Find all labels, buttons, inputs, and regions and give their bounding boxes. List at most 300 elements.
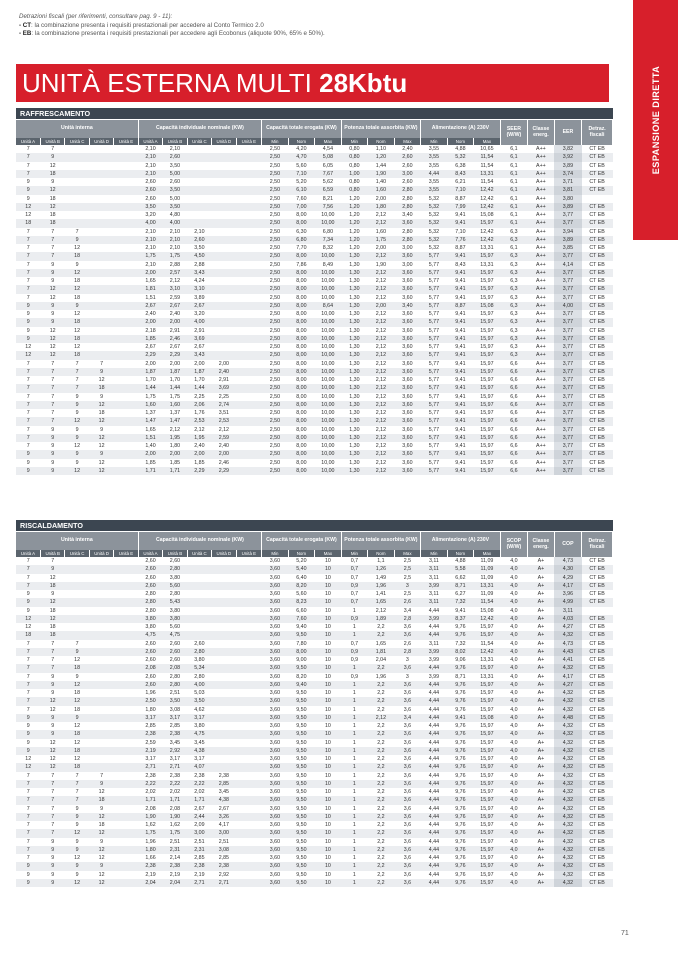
table-cell: 4,88 [455,558,466,565]
table-cell: CT EB [589,294,605,301]
table-cell: 9,76 [455,723,466,730]
table-cell [236,689,262,697]
table-cell: 4,44 [421,879,448,887]
table-cell: 4,0 [500,730,528,738]
table-cell: 1,30 [341,351,368,359]
table-cell: 15,97 [474,780,501,788]
table-cell: 9 [51,426,55,433]
table-cell: 9,41 [455,294,466,301]
table-cell: 1,90 [375,261,387,268]
table-cell: 1,30 [349,327,360,334]
table-cell [89,195,113,203]
table-cell [212,607,236,615]
table-cell: 4,27 [554,623,582,631]
table-cell: 4,00 [554,302,582,310]
table-cell: 1 [352,706,356,713]
table-cell: 5,77 [421,434,448,442]
table-cell: 2,19 [169,871,181,878]
table-cell: 12 [74,657,81,664]
note-eb [19,30,579,39]
table-cell [236,590,262,598]
table-cell [236,178,262,186]
table-cell [89,261,113,269]
table-cell: 1 [352,739,356,746]
table-cell: 7 [26,574,30,581]
table-cell: CT EB [582,203,613,211]
table-cell: 9 [100,805,104,812]
table-cell: 5,77 [421,401,448,409]
table-cell: 10,00 [321,393,335,400]
subheader-cell: Nom [368,550,395,557]
table-cell: CT EB [582,582,613,590]
table-cell [65,219,89,227]
table-cell: 12 [49,327,56,334]
table-cell: 3,60 [394,450,421,458]
table-cell: 2,50 [269,327,281,334]
table-cell [236,261,262,269]
table-cell: 5,62 [322,179,334,186]
table-cell: CT EB [589,855,605,862]
table-cell: 7 [16,582,40,590]
table-cell: 4,0 [500,697,528,705]
table-cell: 5,32 [428,212,440,219]
table-cell: 2,00 [212,450,236,458]
table-cell: A+ [528,681,555,689]
table-cell: 1,70 [194,377,205,384]
table-row [16,821,613,829]
table-cell [89,162,113,170]
table-cell: 12,42 [474,186,501,194]
table-cell: 1,62 [145,822,156,829]
table-cell: 1,70 [169,377,181,384]
table-cell: 1,37 [169,410,181,417]
table-cell [582,607,613,615]
table-cell: CT EB [589,162,605,169]
table-cell: 7 [16,170,40,178]
table-cell: 5,34 [187,664,211,672]
table-cell [65,145,89,153]
table-cell: 1,30 [341,384,368,392]
table-cell: 1,96 [375,673,387,680]
table-row [16,269,613,277]
table-cell [89,244,113,252]
table-cell: 8,00 [288,648,315,656]
table-cell: 4,0 [500,598,528,606]
table-cell: 3,60 [262,780,289,788]
table-cell [236,739,262,747]
table-cell: 9,76 [447,763,474,771]
table-cell: 1,76 [194,410,205,417]
table-cell: 4,75 [187,730,211,738]
table-cell [187,170,211,178]
table-cell: 9,76 [447,664,474,672]
table-cell: 1,20 [349,228,360,235]
table-cell: 3,55 [428,146,440,153]
table-cell: 3,77 [554,269,582,277]
table-row [16,697,613,705]
table-cell [114,236,138,244]
table-cell: 6,05 [322,162,334,169]
table-cell: CT EB [582,170,613,178]
table-cell: 3,60 [402,426,413,433]
table-cell: 2,51 [218,838,229,845]
table-cell: 8,37 [447,615,474,623]
table-cell [236,368,262,376]
table-cell: 12 [98,443,105,450]
table-cell: 10 [315,714,342,722]
table-cell: 2,2 [377,624,385,631]
table-cell: 2,12 [368,335,395,343]
table-cell: 7 [51,805,55,812]
table-cell: 3,6 [394,763,421,771]
table-cell [114,689,138,697]
table-cell: 1,71 [138,467,162,475]
table-cell: 5,77 [428,261,440,268]
table-cell: 2,50 [262,335,289,343]
table-cell [236,706,262,714]
table-cell [89,763,113,771]
table-cell [114,360,138,368]
table-cell [236,664,262,672]
table-cell: 3,6 [394,796,421,804]
table-cell: 2,31 [187,846,211,854]
table-cell: 4,0 [510,657,518,664]
table-cell: 9,41 [455,327,466,334]
table-cell: 1,75 [163,252,187,260]
table-cell: 12 [74,756,81,763]
table-cell: 7 [100,360,104,367]
table-cell [212,145,236,153]
table-cell [65,211,89,219]
table-cell: 7 [16,664,40,672]
table-cell: 18 [65,664,89,672]
table-cell: 12 [98,377,105,384]
table-cell [236,772,262,780]
table-cell: 4,32 [554,871,582,879]
table-cell: 12 [74,739,81,746]
table-cell: 3,00 [402,245,413,252]
table-cell: 9,41 [455,278,466,285]
table-cell: 4,44 [428,838,440,845]
table-cell: 2,02 [169,789,181,796]
table-cell: 2,50 [269,294,281,301]
table-cell: 3,60 [402,443,413,450]
table-cell: 6,6 [510,443,518,450]
table-cell: 1,96 [145,838,156,845]
table-cell: CT EB [582,318,613,326]
table-cell: 3,6 [394,681,421,689]
table-cell: A+ [537,607,545,614]
table-cell: 9,50 [296,739,307,746]
table-row [16,426,613,434]
table-cell: 3,77 [554,459,582,467]
table-cell: 18 [74,706,81,713]
title-prefix: UNITÀ ESTERNA MULTI [22,68,320,98]
subheader-cell: Min [262,550,289,557]
table-cell: 2,60 [145,673,156,680]
table-cell: 6,3 [510,261,518,268]
table-cell [236,557,262,565]
table-cell: 9,76 [455,838,466,845]
table-row [16,722,613,730]
table-cell: 2,10 [145,228,156,235]
subheader-cell: Unità C [187,138,211,145]
table-cell: 3,11 [554,607,582,615]
table-cell [236,640,262,648]
hdr-supply: Alimentazione (A) 230V [421,532,501,550]
table-cell: 12 [16,351,40,359]
table-cell: 18 [16,631,40,639]
table-cell: CT EB [582,681,613,689]
table-cell: 9,41 [447,219,474,227]
table-cell: 7 [40,401,64,409]
table-cell: 12 [74,245,81,252]
table-cell: 2,50 [262,252,289,260]
table-cell: 1 [352,789,356,796]
table-row [16,294,613,302]
table-cell: 12 [89,879,113,887]
table-cell: 2,40 [145,311,156,318]
table-cell: 15,97 [480,443,494,450]
subheader-cell: Min [421,550,448,557]
table-cell: 4,44 [428,871,440,878]
table-cell: 1,47 [163,417,187,425]
table-cell: 3,77 [554,327,582,335]
table-cell: 1,41 [375,591,387,598]
table-cell: 1,62 [169,822,181,829]
table-cell: 2,80 [163,565,187,573]
table-cell: 1,75 [138,252,162,260]
table-cell [236,318,262,326]
table-cell: 2,91 [194,327,205,334]
table-cell: 2,12 [368,434,395,442]
table-cell [89,236,113,244]
table-cell: 3,11 [428,640,439,647]
table-cell: 2,5 [403,591,412,598]
table-cell: 2,38 [163,730,187,738]
table-row [16,318,613,326]
table-cell: CT EB [582,846,613,854]
table-cell [114,318,138,326]
table-cell: 2,50 [262,203,289,211]
table-cell: 3,00 [187,829,211,837]
table-cell: 3,6 [403,789,412,796]
table-cell: 7 [26,640,30,647]
table-cell: CT EB [589,179,605,186]
subheader-cell: Min [341,138,368,145]
table-cell [114,722,138,730]
table-cell: 1,1 [377,558,385,565]
table-cell: 9,76 [447,846,474,854]
table-cell: 3,60 [394,335,421,343]
hdr-capacity: Capacità individuale nominale (KW) [138,532,261,550]
table-cell: 2,10 [169,146,181,153]
table-cell: 3,11 [421,565,448,573]
table-cell [236,821,262,829]
table-row [16,351,613,359]
table-cell [65,582,89,590]
table-cell [187,565,211,573]
table-cell: 10,00 [315,318,342,326]
table-row [16,838,613,846]
table-cell: 4,44 [421,170,448,178]
table-cell: 12 [49,739,56,746]
table-cell: 9 [16,862,40,870]
table-cell: 1,71 [163,796,187,804]
table-cell: 2,2 [377,723,385,730]
table-cell [236,459,262,467]
table-cell: 5,08 [315,153,342,161]
table-cell: 4,0 [500,780,528,788]
table-cell: 15,97 [480,739,494,746]
table-cell [212,351,236,359]
table-cell: 9 [75,410,79,417]
table-cell: 1,20 [349,245,360,252]
table-cell: 7 [16,829,40,837]
table-cell: 7 [26,772,30,779]
table-cell: 5,77 [421,467,448,475]
table-cell: A+ [528,763,555,771]
table-cell: 2,25 [194,393,205,400]
table-cell [114,327,138,335]
table-cell: 9 [40,714,64,722]
table-cell: 12,42 [480,228,494,235]
table-cell [114,277,138,285]
table-cell: 2,71 [212,879,236,887]
table-cell: A++ [536,426,546,433]
hdr-eer: EER [554,120,582,145]
table-cell: 3,17 [138,714,162,722]
table-cell: 8,87 [447,302,474,310]
table-cell: 9,50 [296,822,307,829]
table-cell: 2,08 [169,805,181,812]
table-cell: 9,76 [455,855,466,862]
table-cell: 9,41 [455,377,466,384]
subheader-cell: Max [394,138,421,145]
table-cell: A+ [537,690,545,697]
table-cell: 15,97 [474,351,501,359]
table-row [16,557,613,565]
table-cell [212,277,236,285]
table-cell [114,162,138,170]
table-cell [114,829,138,837]
table-cell: 8,71 [455,673,466,680]
table-cell: 3,6 [394,747,421,755]
table-cell: 0,80 [349,179,360,186]
table-cell: 9 [40,565,64,573]
table-cell: 1,87 [163,368,187,376]
table-cell: A+ [528,631,555,639]
table-cell: 0,7 [341,598,368,606]
table-cell: 12 [74,344,81,351]
table-cell: A+ [537,838,545,845]
table-cell: 15,97 [480,393,494,400]
table-cell: 7 [65,780,89,788]
table-row [16,393,613,401]
subheader-cell: Max [394,550,421,557]
table-cell: 4,32 [554,747,582,755]
table-cell: 8,87 [455,245,466,252]
table-cell: 1,90 [163,813,187,821]
table-cell: 8,00 [288,401,315,409]
table-cell: 9 [16,879,40,887]
table-cell: 8,00 [296,344,307,351]
table-cell: A++ [528,186,555,194]
table-cell: 4,44 [421,813,448,821]
table-cell: 9 [75,426,79,433]
table-cell: 5,77 [428,344,440,351]
table-cell: CT EB [589,410,605,417]
table-cell: 4,32 [554,730,582,738]
table-row [16,442,613,450]
table-cell: 15,08 [474,714,501,722]
table-cell: 9,41 [455,426,466,433]
table-cell: 5,77 [421,417,448,425]
table-cell: 4,70 [288,153,315,161]
table-cell [114,434,138,442]
table-cell: 3,74 [554,170,582,178]
table-cell: CT EB [582,269,613,277]
table-cell: 9,50 [288,730,315,738]
table-cell: 7,00 [288,203,315,211]
table-cell: 3,60 [394,252,421,260]
table-cell: 0,7 [341,565,368,573]
table-cell: 0,80 [341,153,368,161]
table-cell: 1 [352,690,356,697]
table-cell [89,664,113,672]
table-cell [236,747,262,755]
table-cell: 9,41 [447,285,474,293]
table-cell [89,615,113,623]
table-cell: 4,43 [554,648,582,656]
table-cell: 9,76 [447,780,474,788]
subheader-cell: Max [474,138,501,145]
table-cell: 1,30 [349,459,360,466]
table-cell: 2,00 [138,318,162,326]
table-cell: 11,09 [480,558,494,565]
table-row [16,747,613,755]
table-row [16,871,613,879]
table-cell [187,574,211,582]
table-cell: 2,50 [262,219,289,227]
table-cell: 10,65 [480,146,494,153]
table-cell: 2,46 [163,335,187,343]
table-cell: 1 [352,756,356,763]
table-cell: 15,97 [480,377,494,384]
table-cell: 3,50 [187,697,211,705]
table-cell: 3,17 [163,714,187,722]
table-cell: 1,30 [341,434,368,442]
table-row [16,623,613,631]
table-cell: 2,67 [169,344,181,351]
table-cell: 6,59 [315,186,342,194]
table-cell: A++ [528,434,555,442]
table-cell: 12 [65,417,89,425]
table-cell: 5,20 [296,179,307,186]
table-cell: 8,00 [296,443,307,450]
table-row [16,714,613,722]
table-row [16,656,613,664]
table-cell: 4,44 [421,796,448,804]
table-cell: A+ [537,591,545,598]
table-cell: 2,2 [368,631,395,639]
table-cell: 2,50 [269,360,281,367]
table-cell [212,739,236,747]
table-row [16,673,613,681]
table-cell: 2,50 [262,467,289,475]
table-cell [212,244,236,252]
table-cell: 3,89 [554,162,582,170]
